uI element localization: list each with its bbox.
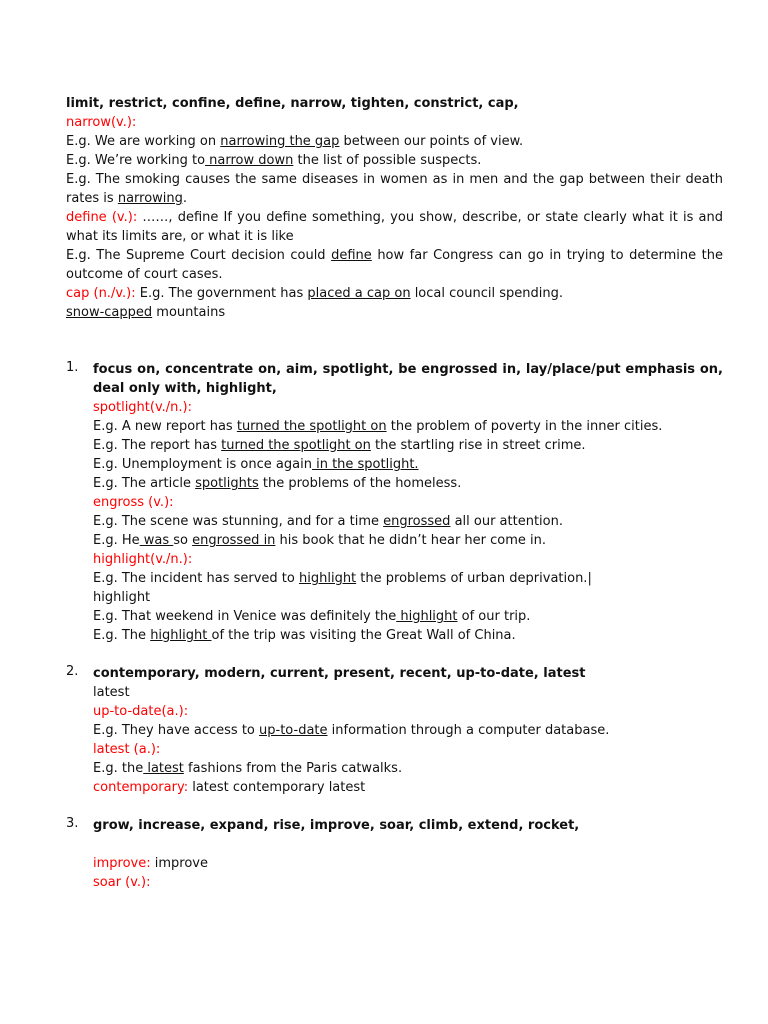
underlined-phrase: spotlights — [195, 476, 259, 491]
underlined-phrase: snow-capped — [66, 305, 153, 320]
uptodate-definition — [93, 702, 723, 721]
text-span: the startling rise in street crime. — [370, 438, 586, 453]
underlined-phrase: highlight — [150, 628, 212, 643]
soar-definition — [93, 873, 723, 892]
improve-definition — [93, 854, 723, 873]
text-span: E.g. The article — [93, 476, 196, 491]
text-span: ……, define If you define something, you show, describe, or state clearly what it is and what its limits are, or what it is like — [66, 210, 723, 244]
text-span: between our points of view. — [339, 134, 524, 149]
text-span: the problem of poverty in the inner cities. — [386, 419, 663, 434]
highlight-example-1 — [93, 569, 723, 588]
text-span: latest contemporary latest — [188, 780, 366, 795]
cap-extra — [66, 303, 723, 322]
document-page — [66, 60, 723, 892]
term-label: improve: — [93, 856, 151, 871]
text-span: E.g. Unemployment is once again — [93, 457, 312, 472]
text-span: E.g. the — [93, 761, 144, 776]
narrow-example-1 — [66, 132, 723, 151]
spotlight-example-2 — [93, 436, 723, 455]
engross-definition — [93, 493, 723, 512]
text-span: E.g. A new report has — [93, 419, 237, 434]
text-span: focus on, concentrate on, aim, spotlight, be engrossed in, lay/place/put emphasis on, deal only with, highlight, — [93, 362, 723, 396]
spotlight-example-4 — [93, 474, 723, 493]
list-item — [66, 816, 723, 892]
term-label: spotlight(v./n.): — [93, 400, 192, 415]
item-subnote: latest — [93, 685, 130, 700]
underlined-phrase: turned the spotlight on — [236, 419, 387, 434]
underlined-phrase: latest — [143, 761, 184, 776]
underlined-phrase: engrossed — [383, 514, 451, 529]
narrow-example-3 — [66, 170, 723, 208]
latest-example-1 — [93, 759, 723, 778]
text-span: . — [182, 191, 188, 206]
text-span: grow, increase, expand, rise, improve, soar, climb, extend, rocket, — [93, 818, 580, 833]
define-definition — [66, 208, 723, 246]
underlined-phrase: was — [139, 533, 174, 548]
underlined-phrase: highlight — [299, 571, 357, 586]
item-heading — [93, 664, 723, 683]
term-label: highlight(v./n.): — [93, 552, 193, 567]
text-span: the list of possible suspects. — [293, 153, 482, 168]
underlined-phrase: narrowing — [117, 191, 183, 206]
text-span: E.g. The incident has served to — [93, 571, 299, 586]
list-number: 1. — [66, 360, 79, 375]
text-span: E.g. He — [93, 533, 140, 548]
spotlight-definition — [93, 398, 723, 417]
text-span: fashions from the Paris catwalks. — [183, 761, 403, 776]
text-span: improve — [154, 856, 208, 871]
highlight-note: highlight — [93, 590, 151, 605]
text-span: E.g. The scene was stunning, and for a time — [93, 514, 384, 529]
text-span: limit, restrict, confine, define, narrow, tighten, constrict, cap, — [66, 96, 519, 111]
underlined-phrase: define — [331, 248, 372, 263]
text-span: E.g. The smoking causes the same diseases in women as in men and the gap between their death rates is — [66, 172, 723, 206]
term-label: latest (a.): — [93, 742, 161, 757]
text-span: all our attention. — [450, 514, 563, 529]
text-span: local council spending. — [410, 286, 563, 301]
narrow-definition — [66, 113, 723, 132]
underlined-phrase: turned the spotlight on — [221, 438, 371, 453]
define-example-1 — [66, 246, 723, 284]
text-span: E.g. The report has — [93, 438, 222, 453]
term-label: up-to-date(a.): — [93, 704, 189, 719]
underlined-phrase: placed a cap on — [307, 286, 411, 301]
list-number: 2. — [66, 664, 79, 679]
text-span: so — [173, 533, 193, 548]
text-span: E.g. The — [93, 628, 151, 643]
text-span: of our trip. — [457, 609, 531, 624]
list-item — [66, 664, 723, 797]
intro-heading — [66, 94, 723, 113]
spotlight-example-1 — [93, 417, 723, 436]
term-label: engross (v.): — [93, 495, 174, 510]
underlined-phrase: in the spotlight. — [311, 457, 419, 472]
narrow-example-2 — [66, 151, 723, 170]
underlined-phrase: engrossed in — [192, 533, 276, 548]
underlined-phrase: up-to-date — [259, 723, 328, 738]
page-title — [162, 60, 723, 94]
highlight-definition — [93, 550, 723, 569]
text-span: E.g. They have access to — [93, 723, 260, 738]
text-span: the problems of urban deprivation.| — [356, 571, 592, 586]
spotlight-example-3 — [93, 455, 723, 474]
text-span: E.g. The government has — [135, 286, 308, 301]
highlight-example-2 — [93, 607, 723, 626]
list-number: 3. — [66, 816, 79, 831]
term-label: define (v.): — [66, 210, 138, 225]
list-item — [66, 360, 723, 645]
term-label: contemporary: — [93, 780, 189, 795]
text-span: E.g. We are working on — [66, 134, 221, 149]
text-span: of the trip was visiting the Great Wall of China. — [211, 628, 516, 643]
text-span: E.g. That weekend in Venice was definitely the — [93, 609, 397, 624]
engross-example-2 — [93, 531, 723, 550]
term-label: soar (v.): — [93, 875, 151, 890]
term-label: narrow(v.): — [66, 115, 137, 130]
underlined-phrase: highlight — [396, 609, 458, 624]
text-span: how far Congress can go in trying to determine the outcome of court cases. — [66, 248, 723, 282]
item-heading — [93, 816, 723, 835]
engross-example-1 — [93, 512, 723, 531]
term-label: cap (n./v.): — [66, 286, 136, 301]
text-span: contemporary, modern, current, present, recent, up-to-date, latest — [93, 666, 586, 681]
uptodate-example-1 — [93, 721, 723, 740]
text-span: E.g. The Supreme Court decision could — [66, 248, 332, 263]
text-span: E.g. We’re working to — [66, 153, 206, 168]
highlight-example-3 — [93, 626, 723, 645]
text-span: information through a computer database. — [327, 723, 610, 738]
underlined-phrase: narrow down — [205, 153, 294, 168]
text-span: the problems of the homeless. — [258, 476, 462, 491]
contemporary-definition — [93, 778, 723, 797]
cap-definition — [66, 284, 723, 303]
item-heading — [93, 360, 723, 398]
text-span: mountains — [152, 305, 226, 320]
underlined-phrase: narrowing the gap — [220, 134, 340, 149]
text-span: his book that he didn’t hear her come in. — [275, 533, 547, 548]
latest-definition — [93, 740, 723, 759]
